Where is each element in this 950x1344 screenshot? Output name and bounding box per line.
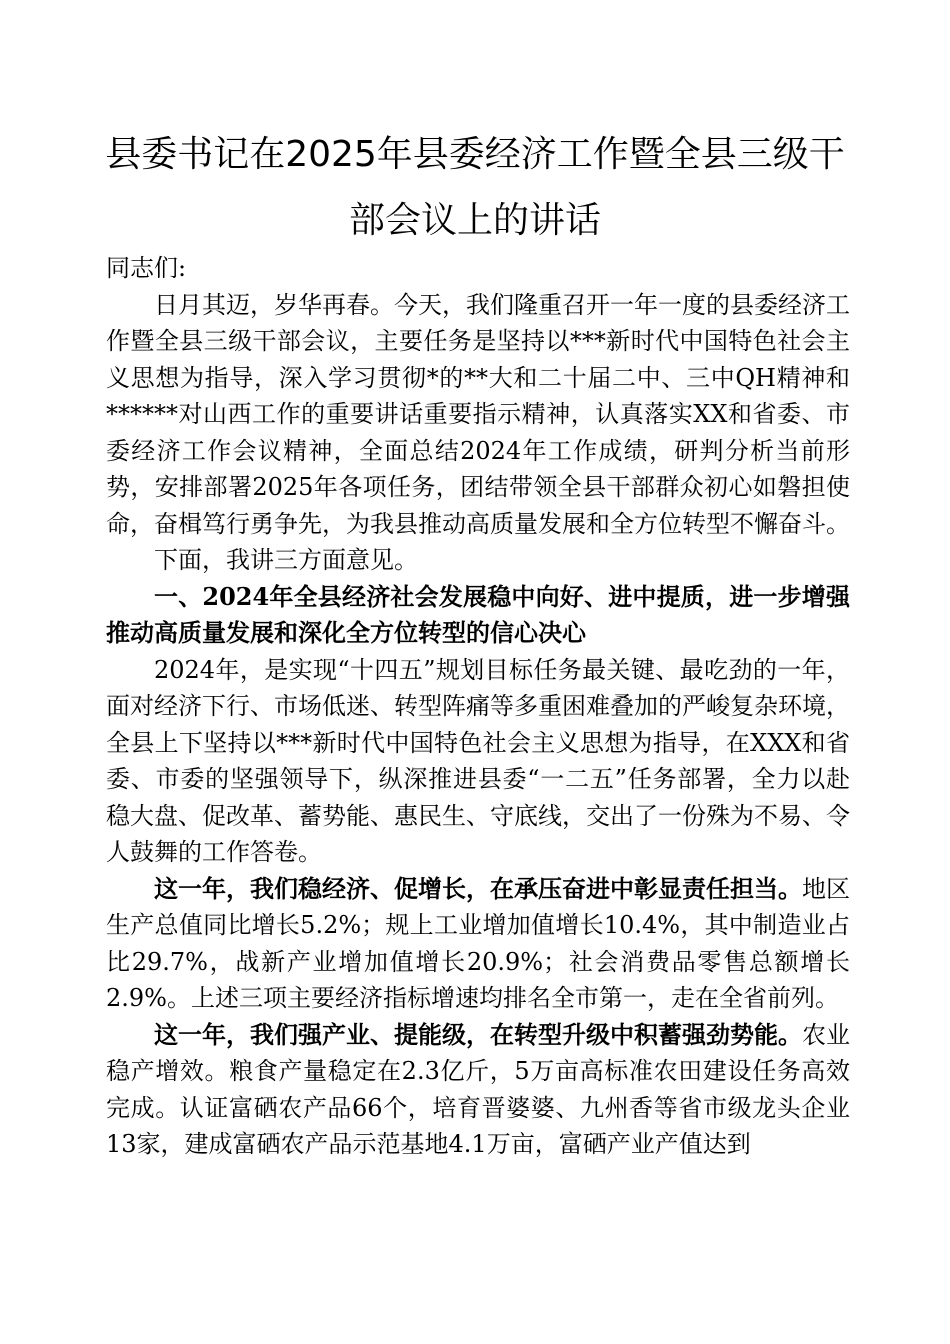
point-1-text: 地区生产总值同比增长5.2%；规上工业增加值增长10.4%，其中制造业占比29.7%，战新产业增加值增长20.9%；社会消费品零售总额增长2.9%。上述三项主要经济指标增速均排名全市第一，走在全省前列。 xyxy=(106,874,850,1012)
document-title-line-2: 部会议上的讲话 xyxy=(348,200,601,241)
section-1-heading: 一、2024年全县经济社会发展稳中向好、进中提质，进一步增强推动高质量发展和深化全方位转型的信心决心 xyxy=(106,581,850,647)
intro-paragraph: 日月其迈，岁华再春。今天，我们隆重召开一年一度的县委经济工作暨全县三级干部会议，主要任务是坚持以***新时代中国特色社会主义思想为指导，深入学习贯彻*的**大和二十届二中、三中QH精神和******对山西工作的重要讲话重要指示精神，认真落实XX和省委、市委经济工作会议精神，全面总结2024年工作成绩，研判分析当前形势，安排部署2025年各项任务，团结带领全县干部群众初心如磐担使命，奋楫笃行勇争先，为我县推动高质量发展和全方位转型不懈奋斗。 xyxy=(106,290,850,538)
outline-paragraph: 下面，我讲三方面意见。 xyxy=(154,546,418,574)
greeting: 同志们: xyxy=(106,254,187,282)
point-1-lead: 这一年，我们稳经济、促增长，在承压奋进中彰显责任担当。 xyxy=(154,873,802,903)
document-body xyxy=(106,250,850,1163)
point-2-paragraph xyxy=(106,1017,850,1163)
point-2-text: 农业稳产增效。粮食产量稳定在2.3亿斤，5万亩高标准农田建设任务高效完成。认证富硒农产品66个，培育晋婆婆、九州香等省市级龙头企业13家，建成富硒农产品示范基地4.1万亩，富硒产业产值达到 xyxy=(106,1020,850,1158)
point-1-paragraph xyxy=(106,871,850,1017)
section-1-paragraph: 2024年，是实现“十四五”规划目标任务最关键、最吃劲的一年，面对经济下行、市场低迷、转型阵痛等多重困难叠加的严峻复杂环境，全县上下坚持以***新时代中国特色社会主义思想为指导，在XXX和省委、市委的坚强领导下，纵深推进县委“一二五”任务部署，全力以赴稳大盘、促改革、蓄势能、惠民生、守底线，交出了一份殊为不易、令人鼓舞的工作答卷。 xyxy=(106,655,850,866)
point-2-lead: 这一年，我们强产业、提能级，在转型升级中积蓄强劲势能。 xyxy=(154,1019,802,1049)
document-title-line-1: 县委书记在2025年县委经济工作暨全县三级干 xyxy=(105,134,845,175)
